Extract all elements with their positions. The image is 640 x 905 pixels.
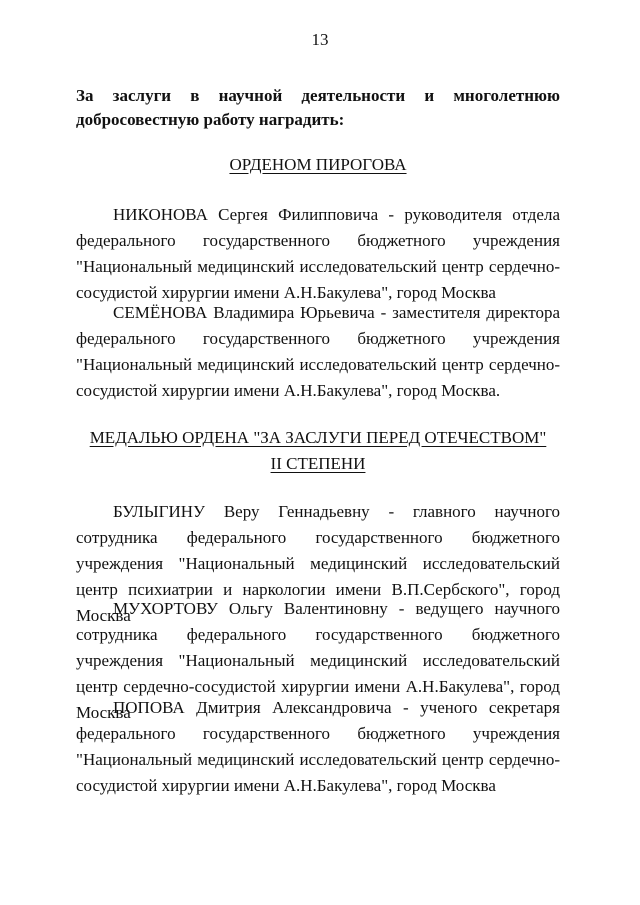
awardee-paragraph: ПОПОВА Дмитрия Александровича - ученого секретаря федерального государственного бюджетного учреждения "Национальный медицинский исследовательский центр сердечно-сосудистой хирургии имени А.Н.Бакулева", город Москва: [76, 698, 560, 795]
awardee-paragraph: НИКОНОВА Сергея Филипповича - руководителя отдела федерального государственного бюджетного учреждения "Национальный медицинский исследовательский центр сердечно-сосудистой хирургии имени А.Н.Бакулева", город Москва: [76, 205, 560, 302]
awardee-paragraph: СЕМЁНОВА Владимира Юрьевича - заместителя директора федерального государственного бюджетного учреждения "Национальный медицинский исследовательский центр сердечно-сосудистой хирургии имени А.Н.Бакулева", город Москва.: [76, 303, 560, 400]
order-pirogov-heading: [76, 152, 560, 178]
medal-heading-line-2: II СТЕПЕНИ: [270, 454, 366, 473]
award-intro: За заслуги в научной деятельности и многолетнюю добросовестную работу наградить:: [76, 86, 560, 129]
awardee-paragraph: БУЛЫГИНУ Веру Геннадьевну - главного научного сотрудника федерального государственного бюджетного учреждения "Национальный медицинский исследовательский центр психиатрии и наркологии имени В.П.Сербского", город Москва: [76, 502, 560, 625]
medal-heading-line-1: МЕДАЛЬЮ ОРДЕНА "ЗА ЗАСЛУГИ ПЕРЕД ОТЕЧЕСТВОМ": [89, 428, 547, 447]
page-number: 13: [311, 30, 329, 49]
medal-heading: [76, 425, 560, 477]
order-pirogov-heading-line: ОРДЕНОМ ПИРОГОВА: [229, 155, 407, 174]
awardee-paragraph: МУХОРТОВУ Ольгу Валентиновну - ведущего научного сотрудника федерального государственного бюджетного учреждения "Национальный медицинский исследовательский центр сердечно-сосудистой хирургии имени А.Н.Бакулева", город Москва: [76, 599, 560, 722]
